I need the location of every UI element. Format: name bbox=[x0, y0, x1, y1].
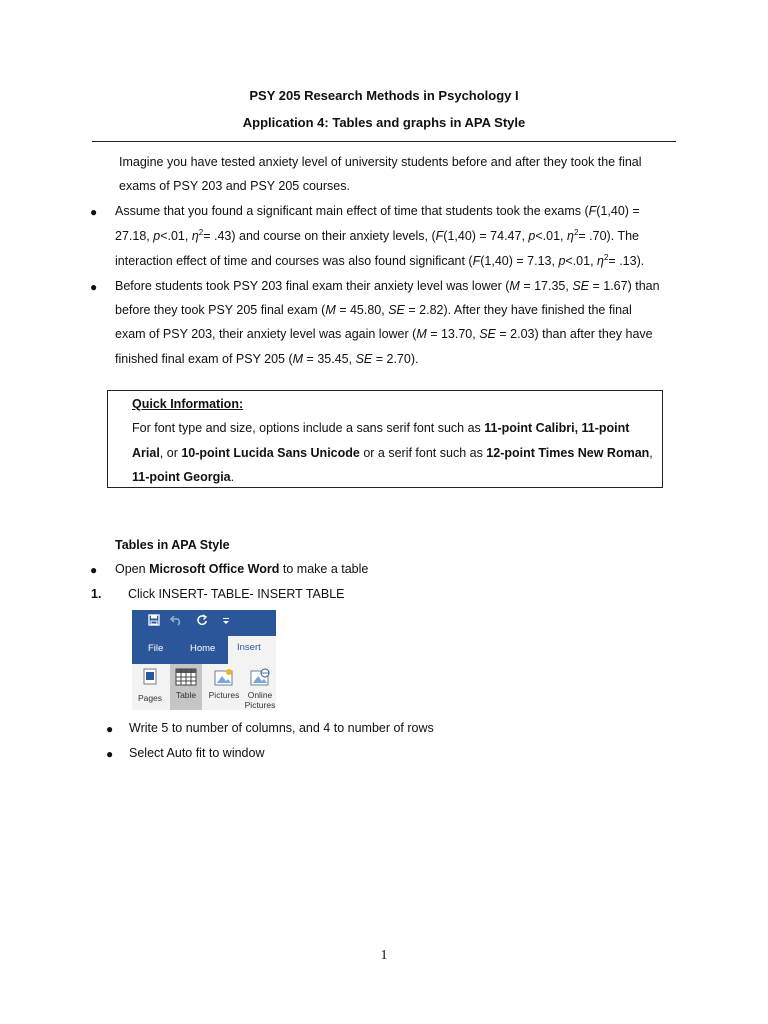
pages-icon bbox=[143, 668, 157, 687]
tab-file[interactable]: File bbox=[148, 643, 164, 654]
pictures-icon bbox=[214, 668, 234, 688]
text: (1,40) = 7.13, bbox=[480, 254, 559, 268]
pictures-label: Pictures bbox=[208, 690, 240, 700]
text: = .70). The bbox=[578, 229, 639, 243]
quick-information-title: Quick Information: bbox=[132, 397, 244, 411]
text: before they took PSY 205 final exam ( bbox=[115, 303, 326, 317]
step-1-text: Click INSERT- TABLE- INSERT TABLE bbox=[128, 587, 345, 601]
text: , bbox=[649, 446, 653, 460]
text: <.01, bbox=[535, 229, 567, 243]
page-number: 1 bbox=[380, 948, 388, 963]
stat-symbol: F bbox=[472, 254, 481, 268]
quick-information-box bbox=[107, 390, 663, 488]
text: = .43) and course on their anxiety levels, ( bbox=[203, 229, 436, 243]
pages-label: Pages bbox=[137, 693, 163, 703]
stat-symbol: SE bbox=[355, 352, 373, 366]
bold-text: 11-point Calibri, 11-point bbox=[484, 421, 630, 435]
text: = 1.67) than bbox=[589, 279, 660, 293]
stat-symbol: M bbox=[416, 327, 427, 341]
quick-access-toolbar bbox=[132, 610, 276, 632]
text: finished final exam of PSY 205 ( bbox=[115, 352, 293, 366]
pictures-button[interactable] bbox=[206, 664, 242, 710]
stat-symbol: M bbox=[292, 352, 304, 366]
table-button[interactable] bbox=[170, 664, 202, 710]
stat-symbol: p bbox=[558, 254, 566, 268]
bullet-2-line-4 bbox=[115, 351, 418, 367]
sub-bullet-1-glyph: ● bbox=[106, 722, 114, 736]
bullet-1-line-3 bbox=[115, 253, 644, 269]
bold-text: Microsoft Office Word bbox=[149, 562, 280, 576]
text: (1,40) = 74.47, bbox=[443, 229, 529, 243]
tab-insert-label: Insert bbox=[237, 642, 261, 653]
bold-text: 12-point Times New Roman bbox=[486, 446, 650, 460]
online-pictures-icon bbox=[250, 668, 270, 688]
bullet-2-line-2 bbox=[115, 302, 632, 318]
quick-information-line-1 bbox=[132, 420, 629, 436]
text: For font type and size, options include a sans serif font such as bbox=[132, 421, 485, 435]
stat-symbol: η bbox=[597, 254, 604, 268]
stat-symbol: F bbox=[435, 229, 444, 243]
tables-heading: Tables in APA Style bbox=[115, 538, 230, 552]
save-icon[interactable] bbox=[148, 614, 160, 629]
stat-symbol: p bbox=[153, 229, 161, 243]
open-word-line bbox=[115, 561, 368, 577]
text: = 17.35, bbox=[519, 279, 573, 293]
text: to make a table bbox=[279, 562, 369, 576]
customize-qat-icon[interactable] bbox=[222, 614, 230, 629]
bullet-1-line-2 bbox=[115, 228, 639, 244]
bullet-2-line-1 bbox=[115, 278, 660, 294]
word-ribbon-screenshot bbox=[132, 610, 276, 710]
pages-button[interactable] bbox=[132, 664, 168, 710]
intro-line-1: Imagine you have tested anxiety level of university students before and after they took the final bbox=[119, 155, 642, 169]
stat-symbol: M bbox=[325, 303, 336, 317]
stat-symbol: M bbox=[509, 279, 520, 293]
text: or a serif font such as bbox=[359, 446, 487, 460]
superscript: 2 bbox=[198, 227, 204, 237]
text: Open bbox=[115, 562, 150, 576]
stat-symbol: η bbox=[191, 229, 199, 243]
stat-symbol: SE bbox=[479, 327, 496, 341]
superscript: 2 bbox=[573, 227, 579, 237]
bullet-1-glyph: ● bbox=[90, 205, 98, 219]
text: 27.18, bbox=[115, 229, 154, 243]
text: = 2.70). bbox=[372, 352, 419, 366]
bullet-3-glyph: ● bbox=[90, 563, 98, 577]
text: <.01, bbox=[565, 254, 598, 268]
text: = 2.03) than after they have bbox=[495, 327, 653, 341]
stat-symbol: F bbox=[588, 204, 597, 218]
bold-text: Arial bbox=[132, 446, 160, 460]
text: exam of PSY 203, their anxiety level was again lower ( bbox=[115, 327, 417, 341]
document-subtitle: Application 4: Tables and graphs in APA Style bbox=[242, 115, 526, 130]
stat-symbol: SE bbox=[388, 303, 405, 317]
text: (1,40) = bbox=[596, 204, 640, 218]
text: Before students took PSY 203 final exam their anxiety level was lower ( bbox=[115, 279, 510, 293]
ribbon-tab-bar bbox=[132, 632, 276, 664]
tab-home[interactable]: Home bbox=[190, 643, 216, 654]
text: = 2.82). After they have finished the final bbox=[404, 303, 632, 317]
table-grid-icon bbox=[175, 668, 197, 688]
sub-bullet-2-glyph: ● bbox=[106, 747, 114, 761]
bold-text: 10-point Lucida Sans Unicode bbox=[181, 446, 360, 460]
tab-insert[interactable] bbox=[228, 636, 276, 664]
sub-bullet-1-text: Write 5 to number of columns, and 4 to number of rows bbox=[129, 721, 434, 735]
text: . bbox=[230, 470, 235, 484]
text: = 35.45, bbox=[303, 352, 356, 366]
text: <.01, bbox=[160, 229, 192, 243]
text: = 13.70, bbox=[426, 327, 480, 341]
online-pictures-button[interactable] bbox=[244, 664, 276, 710]
bold-text: 11-point Georgia bbox=[132, 470, 231, 484]
redo-icon[interactable] bbox=[196, 614, 208, 629]
ribbon-insert-panel bbox=[132, 664, 276, 710]
online-pictures-label-2: Pictures bbox=[244, 700, 276, 710]
stat-symbol: SE bbox=[572, 279, 590, 293]
text: Assume that you found a significant main effect of time that students took the exams ( bbox=[115, 204, 589, 218]
text: interaction effect of time and courses was also found significant ( bbox=[115, 254, 473, 268]
step-number: 1. bbox=[91, 587, 102, 601]
text: = .13). bbox=[608, 254, 645, 268]
table-label: Table bbox=[175, 690, 197, 700]
bullet-1-line-1 bbox=[115, 203, 640, 219]
stat-symbol: p bbox=[528, 229, 536, 243]
undo-icon[interactable] bbox=[170, 614, 184, 629]
quick-information-line-3 bbox=[132, 469, 234, 485]
intro-line-2: exams of PSY 203 and PSY 205 courses. bbox=[119, 179, 350, 193]
bullet-2-glyph: ● bbox=[90, 280, 98, 294]
document-title: PSY 205 Research Methods in Psychology I bbox=[249, 88, 519, 103]
bullet-2-line-3 bbox=[115, 326, 653, 342]
stat-symbol: η bbox=[567, 229, 574, 243]
text: = 45.80, bbox=[335, 303, 389, 317]
superscript: 2 bbox=[603, 252, 609, 262]
sub-bullet-2-text: Select Auto fit to window bbox=[129, 746, 265, 760]
title-divider bbox=[92, 141, 676, 142]
quick-information-line-2 bbox=[132, 445, 653, 461]
text: , or bbox=[159, 446, 182, 460]
online-pictures-label-1: Online bbox=[247, 690, 273, 700]
